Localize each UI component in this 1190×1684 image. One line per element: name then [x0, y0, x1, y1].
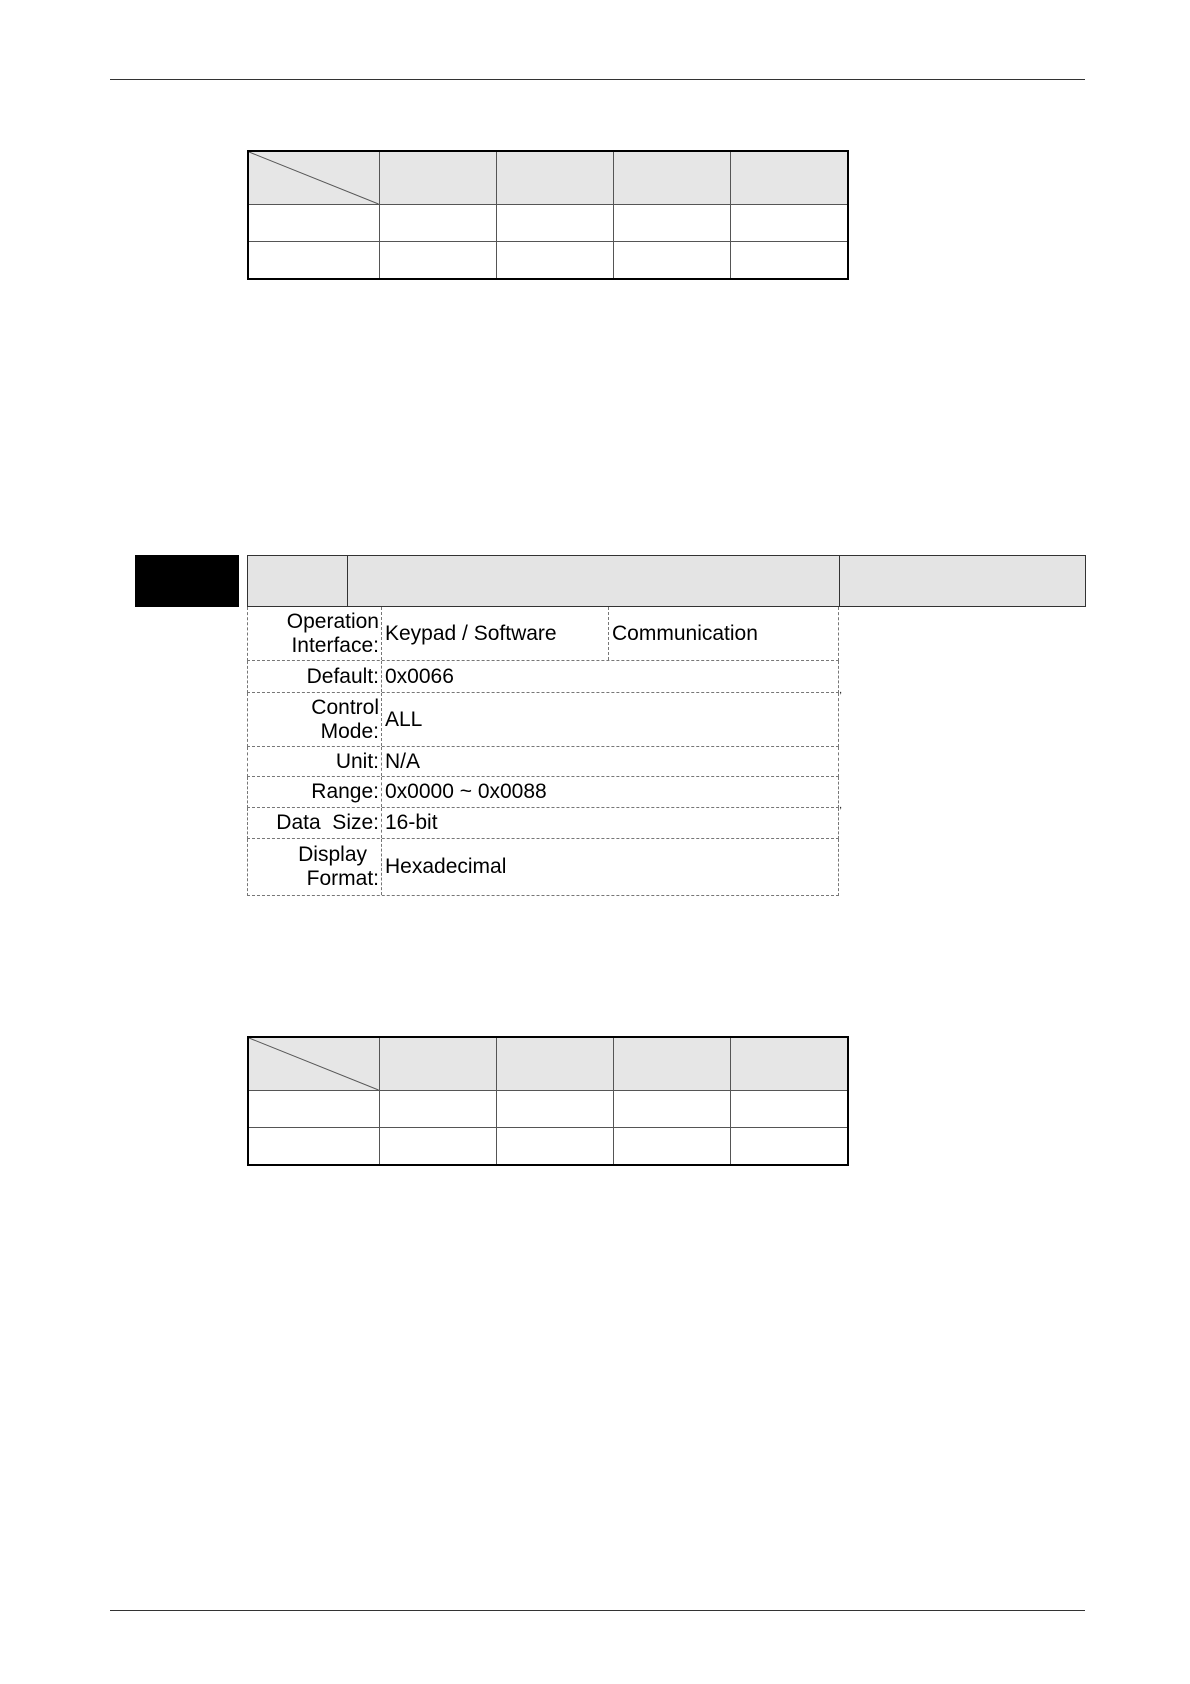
parameter-address-cell [839, 556, 1085, 606]
property-value: 0x0066 [385, 664, 454, 688]
property-value: 0x0000 ~ 0x0088 [385, 780, 547, 803]
table-header-cell [731, 1037, 848, 1091]
footer-rule [110, 1610, 1085, 1611]
property-value: ALL [385, 707, 423, 731]
header-rule [110, 79, 1085, 80]
table-corner-cell [248, 1037, 379, 1091]
property-label: Operation Interface: [248, 607, 382, 660]
property-row-default [247, 661, 842, 696]
property-row-interface [247, 607, 839, 661]
property-row-control-mode [247, 693, 839, 747]
property-label: Display Format: [248, 839, 382, 895]
table-header-cell [496, 1037, 613, 1091]
table-row [248, 242, 848, 280]
property-row-display-format [247, 839, 839, 896]
property-row-data-size [247, 808, 839, 839]
property-label: Control Mode: [248, 693, 382, 746]
property-label: Default: [248, 661, 382, 692]
parameter-header-bar [247, 555, 1086, 607]
empty-table-bottom [247, 1036, 849, 1166]
property-value: 16-bit [385, 811, 438, 834]
parameter-tab-block [135, 555, 239, 607]
table-corner-cell [248, 151, 379, 205]
parameter-code-cell [248, 556, 348, 606]
table-header-cell [496, 151, 613, 205]
property-label: Unit: [248, 747, 382, 776]
table-header-cell [379, 151, 496, 205]
table-row [248, 1091, 848, 1128]
comma-mark: , [839, 685, 842, 696]
parameter-properties [247, 607, 842, 896]
table-header-cell [614, 151, 731, 205]
property-label: Data Size: [248, 808, 382, 838]
empty-table-top [247, 150, 849, 280]
table-header-cell [379, 1037, 496, 1091]
property-value: Hexadecimal [385, 855, 507, 878]
table-row [248, 1128, 848, 1166]
property-row-range [247, 777, 842, 811]
table-header-cell [614, 1037, 731, 1091]
property-value: Keypad / Software Communication [382, 607, 838, 660]
comma-mark: , [839, 800, 842, 811]
property-value: N/A [385, 749, 421, 773]
property-label: Range: [248, 777, 382, 807]
table-header-cell [731, 151, 848, 205]
table-row [248, 205, 848, 242]
property-row-unit [247, 747, 839, 777]
